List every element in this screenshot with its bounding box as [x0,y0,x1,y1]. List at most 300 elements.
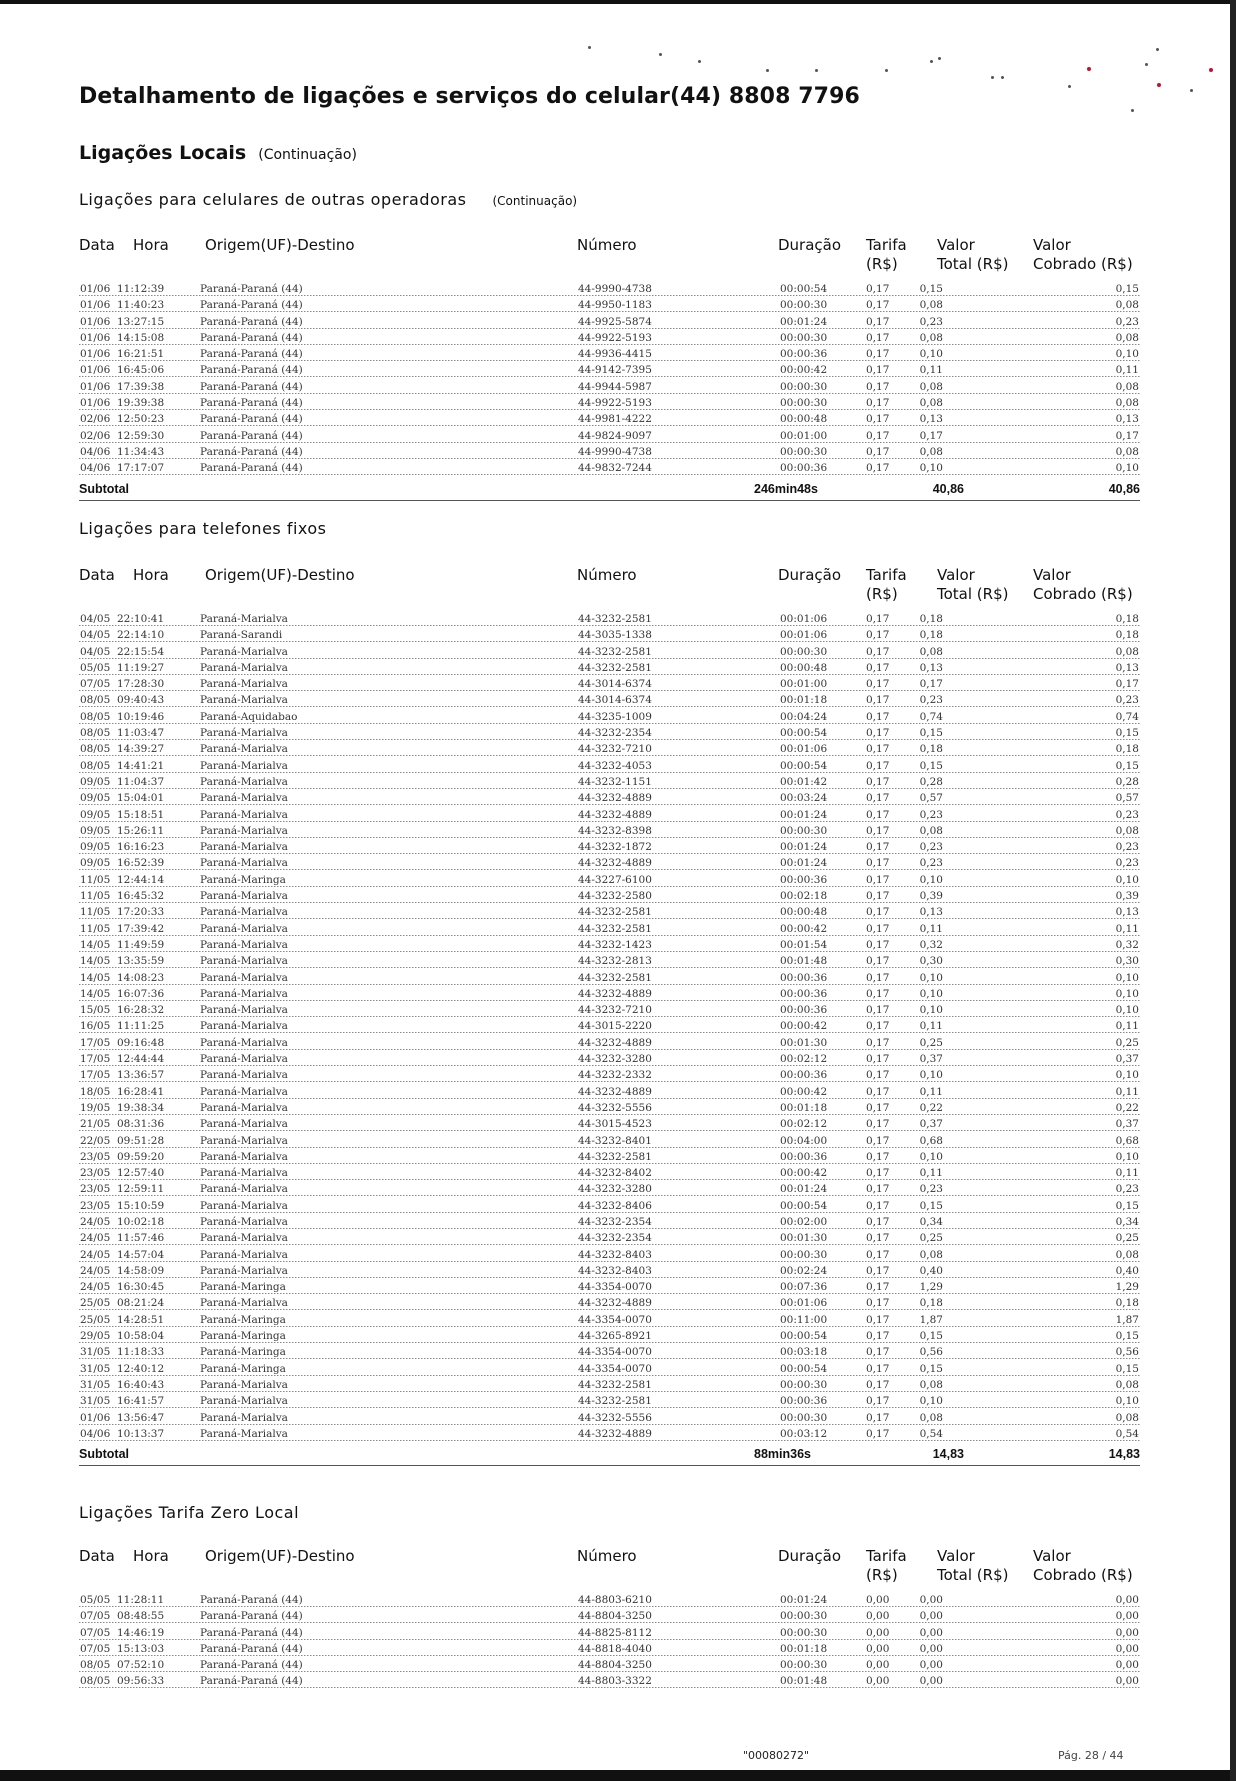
cell-hora: 12:40:12 [117,1362,165,1375]
cell-numero: 44-9990-4738 [578,283,652,295]
cell-hora: 09:51:28 [117,1134,165,1147]
cell-tarifa: 0,00 [866,1610,890,1623]
table-row [79,1182,1140,1198]
subtotal-row [79,478,1140,501]
subsection-title: Ligações para telefones fixos [79,519,327,538]
cell-duracao: 00:00:54 [780,283,828,295]
table-row [79,1345,1140,1361]
cell-valor-total: 0,08 [919,397,943,410]
cell-valor-total: 0,13 [919,413,943,426]
cell-tarifa: 0,17 [866,1036,890,1049]
cell-numero: 44-3354-0070 [578,1362,652,1375]
cell-numero: 44-3354-0070 [578,1313,652,1326]
cell-origem: Paraná-Marialva [200,1053,288,1066]
cell-hora: 12:44:44 [117,1053,165,1066]
cell-valor-total: 0,08 [919,331,943,344]
col-header-valor-cobrado-line1: Valor [1033,236,1071,254]
table-row [79,1674,1140,1690]
cell-valor-cobrado: 0,18 [1115,613,1139,625]
col-header-numero: Número [577,566,637,584]
cell-valor-cobrado: 0,39 [1115,890,1139,903]
cell-origem: Paraná-Marialva [200,678,288,691]
table-row [79,429,1140,445]
page-number: Pág. 28 / 44 [1058,1749,1124,1762]
cell-data: 31/05 [80,1378,111,1391]
table-row [79,1329,1140,1345]
document-code: "00080272" [743,1749,810,1762]
table-row [79,1052,1140,1068]
cell-duracao: 00:00:30 [780,1610,828,1623]
cell-tarifa: 0,17 [866,445,890,458]
cell-duracao: 00:04:24 [780,710,828,723]
cell-numero: 44-3232-2581 [578,1150,652,1163]
table-row [79,856,1140,872]
cell-duracao: 00:01:48 [780,955,828,968]
cell-hora: 14:28:51 [117,1313,165,1326]
cell-origem: Paraná-Marialva [200,1101,288,1114]
cell-numero: 44-3232-4889 [578,792,652,805]
col-header-tarifa-line1: Tarifa [866,236,907,254]
cell-tarifa: 0,17 [866,987,890,1000]
cell-valor-cobrado: 0,25 [1115,1232,1139,1245]
col-header-valor-cobrado-line1: Valor [1033,1547,1071,1565]
cell-valor-cobrado: 0,08 [1115,445,1139,458]
cell-origem: Paraná-Paraná (44) [200,315,303,328]
cell-valor-total: 0,18 [919,1297,943,1310]
cell-origem: Paraná-Paraná (44) [200,348,303,361]
cell-numero: 44-8803-3322 [578,1675,652,1688]
cell-valor-total: 0,34 [919,1215,943,1228]
cell-origem: Paraná-Marialva [200,890,288,903]
cell-valor-total: 0,15 [919,1199,943,1212]
cell-numero: 44-3232-4053 [578,759,652,772]
cell-tarifa: 0,17 [866,1101,890,1114]
cell-origem: Paraná-Marialva [200,1215,288,1228]
cell-tarifa: 0,17 [866,1362,890,1375]
cell-valor-cobrado: 0,11 [1115,1020,1139,1033]
cell-hora: 08:48:55 [117,1610,165,1623]
cell-data: 24/05 [80,1232,111,1245]
cell-valor-total: 0,17 [919,429,943,442]
section-continuation: (Continuação) [258,147,357,163]
cell-duracao: 00:01:06 [780,743,828,756]
subtotal-valor-total: 14,83 [932,1447,964,1462]
cell-data: 17/05 [80,1036,111,1049]
table-row [79,1264,1140,1280]
cell-tarifa: 0,17 [866,331,890,344]
cell-tarifa: 0,17 [866,462,890,475]
cell-data: 07/05 [80,678,111,691]
cell-hora: 15:04:01 [117,792,165,805]
cell-valor-total: 0,15 [919,1330,943,1343]
cell-valor-cobrado: 0,10 [1115,462,1139,475]
cell-hora: 16:52:39 [117,857,165,870]
cell-valor-cobrado: 0,13 [1115,413,1139,426]
cell-data: 08/05 [80,694,111,707]
cell-duracao: 00:01:00 [780,678,828,691]
subsection-title: Ligações Tarifa Zero Local [79,1503,300,1522]
cell-tarifa: 0,00 [866,1594,890,1606]
table-row [79,840,1140,856]
cell-valor-total: 0,11 [919,922,943,935]
cell-origem: Paraná-Paraná (44) [200,1642,303,1655]
cell-numero: 44-3232-2354 [578,727,652,740]
cell-data: 04/05 [80,629,111,642]
table-row [79,396,1140,412]
cell-valor-total: 0,57 [919,792,943,805]
cell-numero: 44-9922-5193 [578,397,652,410]
table-row [79,971,1140,987]
cell-duracao: 00:00:42 [780,364,828,377]
table-telefones-fixos [79,566,1140,1466]
table-row [79,759,1140,775]
table-header [79,566,1140,612]
cell-valor-total: 0,08 [919,1411,943,1424]
cell-valor-cobrado: 0,30 [1115,955,1139,968]
cell-hora: 22:14:10 [117,629,165,642]
cell-origem: Paraná-Marialva [200,955,288,968]
cell-valor-total: 0,22 [919,1101,943,1114]
cell-valor-cobrado: 0,11 [1115,922,1139,935]
cell-valor-total: 0,08 [919,380,943,393]
cell-data: 01/06 [80,315,111,328]
cell-hora: 19:39:38 [117,397,165,410]
cell-numero: 44-9925-5874 [578,315,652,328]
table-row [79,1134,1140,1150]
cell-numero: 44-3232-2581 [578,1395,652,1408]
cell-numero: 44-3232-5556 [578,1101,652,1114]
cell-tarifa: 0,00 [866,1659,890,1672]
cell-data: 24/05 [80,1215,111,1228]
cell-duracao: 00:00:54 [780,1199,828,1212]
cell-tarifa: 0,17 [866,678,890,691]
cell-tarifa: 0,17 [866,938,890,951]
col-header-data: Data [79,1547,115,1565]
cell-origem: Paraná-Marialva [200,1118,288,1131]
cell-valor-total: 0,00 [919,1675,943,1688]
cell-valor-cobrado: 0,00 [1115,1626,1139,1639]
cell-origem: Paraná-Maringa [200,1362,286,1375]
cell-hora: 17:28:30 [117,678,165,691]
subsection-continuation: (Continuação) [492,194,578,208]
cell-hora: 13:56:47 [117,1411,165,1424]
cell-origem: Paraná-Maringa [200,1346,286,1359]
cell-valor-cobrado: 0,08 [1115,824,1139,837]
cell-hora: 11:04:37 [117,775,165,788]
col-header-valor-cobrado [1033,1547,1133,1585]
cell-duracao: 00:00:36 [780,462,828,475]
col-header-duracao: Duração [778,1547,842,1565]
cell-numero: 44-3232-2813 [578,955,652,968]
subtotal-duracao: 246min48s [754,481,818,496]
cell-duracao: 00:00:36 [780,1004,828,1017]
cell-origem: Paraná-Paraná (44) [200,1626,303,1639]
cell-duracao: 00:00:48 [780,906,828,919]
col-header-hora: Hora [133,236,169,254]
cell-numero: 44-3232-4889 [578,1085,652,1098]
cell-duracao: 00:03:18 [780,1346,828,1359]
cell-duracao: 00:01:18 [780,1642,828,1655]
cell-data: 23/05 [80,1167,111,1180]
cell-valor-total: 0,00 [919,1626,943,1639]
cell-hora: 16:16:23 [117,841,165,854]
cell-valor-cobrado: 0,25 [1115,1036,1139,1049]
cell-tarifa: 0,00 [866,1626,890,1639]
cell-data: 09/05 [80,824,111,837]
table-row [79,461,1140,477]
cell-valor-total: 0,54 [919,1427,943,1440]
cell-origem: Paraná-Maringa [200,873,286,886]
cell-valor-total: 0,37 [919,1118,943,1131]
cell-origem: Paraná-Marialva [200,987,288,1000]
table-row [79,1296,1140,1312]
table-row [79,1215,1140,1231]
col-header-data: Data [79,566,115,584]
cell-valor-total: 0,13 [919,661,943,674]
cell-tarifa: 0,17 [866,857,890,870]
cell-numero: 44-3232-2354 [578,1232,652,1245]
cell-valor-cobrado: 0,10 [1115,1150,1139,1163]
cell-numero: 44-3232-4889 [578,1297,652,1310]
cell-numero: 44-3232-2581 [578,906,652,919]
subsection-heading-tarifa-zero-local [79,1503,299,1522]
cell-duracao: 00:00:36 [780,971,828,984]
cell-origem: Paraná-Marialva [200,613,288,625]
cell-valor-total: 0,25 [919,1232,943,1245]
cell-numero: 44-3232-2580 [578,890,652,903]
cell-data: 04/06 [80,462,111,475]
cell-valor-cobrado: 0,13 [1115,906,1139,919]
cell-duracao: 00:00:54 [780,759,828,772]
cell-tarifa: 0,17 [866,315,890,328]
cell-data: 31/05 [80,1346,111,1359]
cell-data: 24/05 [80,1248,111,1261]
col-header-valor-total-line1: Valor [937,236,975,254]
cell-duracao: 00:01:06 [780,1297,828,1310]
cell-tarifa: 0,17 [866,283,890,295]
cell-valor-total: 0,40 [919,1264,943,1277]
cell-origem: Paraná-Marialva [200,1232,288,1245]
cell-duracao: 00:01:30 [780,1036,828,1049]
cell-data: 25/05 [80,1297,111,1310]
cell-valor-total: 0,74 [919,710,943,723]
cell-valor-cobrado: 0,08 [1115,380,1139,393]
cell-numero: 44-3232-5556 [578,1411,652,1424]
subtotal-valor-total: 40,86 [932,481,964,496]
cell-numero: 44-3232-7210 [578,1004,652,1017]
cell-tarifa: 0,17 [866,743,890,756]
cell-numero: 44-9950-1183 [578,299,652,312]
cell-origem: Paraná-Paraná (44) [200,1610,303,1623]
table-rows [79,1593,1140,1691]
table-row [79,1362,1140,1378]
cell-hora: 14:15:08 [117,331,165,344]
table-row [79,412,1140,428]
cell-hora: 16:45:06 [117,364,165,377]
table-row [79,824,1140,840]
subtotal-duracao: 88min36s [754,1447,811,1462]
cell-hora: 12:57:40 [117,1167,165,1180]
cell-duracao: 00:02:18 [780,890,828,903]
col-header-valor-cobrado [1033,566,1133,604]
cell-numero: 44-3232-3280 [578,1053,652,1066]
cell-tarifa: 0,17 [866,397,890,410]
cell-origem: Paraná-Marialva [200,808,288,821]
table-row [79,922,1140,938]
table-row [79,938,1140,954]
cell-tarifa: 0,17 [866,1395,890,1408]
cell-hora: 09:56:33 [117,1675,165,1688]
cell-hora: 16:21:51 [117,348,165,361]
cell-origem: Paraná-Marialva [200,922,288,935]
subtotal-valor-cobrado: 14,83 [1108,1447,1140,1462]
cell-tarifa: 0,17 [866,1248,890,1261]
cell-origem: Paraná-Marialva [200,727,288,740]
cell-tarifa: 0,17 [866,1264,890,1277]
cell-valor-total: 0,23 [919,808,943,821]
cell-tarifa: 0,17 [866,380,890,393]
cell-tarifa: 0,17 [866,1313,890,1326]
cell-origem: Paraná-Paraná (44) [200,364,303,377]
col-header-valor-total [937,566,1008,604]
cell-duracao: 00:00:36 [780,873,828,886]
cell-valor-cobrado: 0,15 [1115,283,1139,295]
cell-valor-total: 0,23 [919,315,943,328]
cell-tarifa: 0,17 [866,1297,890,1310]
cell-tarifa: 0,17 [866,792,890,805]
cell-tarifa: 0,17 [866,1215,890,1228]
cell-valor-total: 0,15 [919,1362,943,1375]
cell-duracao: 00:00:36 [780,1395,828,1408]
cell-valor-cobrado: 0,23 [1115,1183,1139,1196]
cell-origem: Paraná-Marialva [200,1004,288,1017]
cell-numero: 44-3227-6100 [578,873,652,886]
cell-hora: 09:40:43 [117,694,165,707]
cell-origem: Paraná-Paraná (44) [200,462,303,475]
col-header-tarifa [866,236,907,274]
cell-numero: 44-9832-7244 [578,462,652,475]
cell-valor-cobrado: 1,87 [1115,1313,1139,1326]
cell-valor-cobrado: 0,08 [1115,1378,1139,1391]
cell-duracao: 00:00:30 [780,445,828,458]
col-header-hora: Hora [133,566,169,584]
cell-data: 14/05 [80,971,111,984]
cell-data: 17/05 [80,1069,111,1082]
cell-hora: 11:12:39 [117,283,165,295]
cell-origem: Paraná-Maringa [200,1313,286,1326]
cell-tarifa: 0,17 [866,413,890,426]
cell-numero: 44-3232-4889 [578,1427,652,1440]
cell-valor-total: 0,00 [919,1642,943,1655]
table-rows [79,282,1140,478]
cell-duracao: 00:01:18 [780,1101,828,1114]
col-header-numero: Número [577,1547,637,1565]
cell-data: 01/06 [80,299,111,312]
cell-data: 02/06 [80,413,111,426]
cell-valor-total: 0,15 [919,283,943,295]
cell-valor-cobrado: 0,15 [1115,1199,1139,1212]
cell-duracao: 00:00:30 [780,824,828,837]
cell-valor-cobrado: 0,15 [1115,727,1139,740]
cell-valor-cobrado: 0,54 [1115,1427,1139,1440]
cell-duracao: 00:00:54 [780,1362,828,1375]
cell-origem: Paraná-Marialva [200,841,288,854]
cell-data: 19/05 [80,1101,111,1114]
cell-tarifa: 0,17 [866,955,890,968]
cell-valor-total: 0,23 [919,1183,943,1196]
cell-tarifa: 0,17 [866,661,890,674]
cell-valor-cobrado: 0,74 [1115,710,1139,723]
table-row [79,808,1140,824]
cell-data: 01/06 [80,397,111,410]
cell-tarifa: 0,17 [866,429,890,442]
cell-hora: 16:45:32 [117,890,165,903]
cell-valor-total: 0,11 [919,1020,943,1033]
cell-hora: 10:13:37 [117,1427,165,1440]
col-header-duracao: Duração [778,236,842,254]
cell-hora: 14:41:21 [117,759,165,772]
cell-hora: 12:59:30 [117,429,165,442]
cell-valor-total: 0,08 [919,824,943,837]
cell-hora: 10:02:18 [117,1215,165,1228]
cell-tarifa: 0,17 [866,364,890,377]
cell-duracao: 00:01:06 [780,629,828,642]
cell-hora: 19:38:34 [117,1101,165,1114]
cell-tarifa: 0,17 [866,759,890,772]
cell-tarifa: 0,17 [866,1378,890,1391]
cell-duracao: 00:01:42 [780,775,828,788]
cell-data: 08/05 [80,710,111,723]
cell-valor-cobrado: 0,08 [1115,299,1139,312]
cell-tarifa: 0,17 [866,1134,890,1147]
cell-valor-cobrado: 0,11 [1115,364,1139,377]
cell-valor-total: 0,13 [919,906,943,919]
cell-tarifa: 0,17 [866,824,890,837]
cell-valor-total: 1,87 [919,1313,943,1326]
table-row [79,298,1140,314]
cell-numero: 44-3354-0070 [578,1281,652,1294]
table-row [79,742,1140,758]
cell-numero: 44-9990-4738 [578,445,652,458]
cell-numero: 44-3232-7210 [578,743,652,756]
cell-duracao: 00:00:36 [780,987,828,1000]
cell-valor-cobrado: 0,11 [1115,1085,1139,1098]
cell-numero: 44-9944-5987 [578,380,652,393]
table-row [79,775,1140,791]
cell-tarifa: 0,17 [866,775,890,788]
table-row [79,1166,1140,1182]
cell-numero: 44-3232-8403 [578,1264,652,1277]
cell-origem: Paraná-Paraná (44) [200,413,303,426]
cell-data: 08/05 [80,727,111,740]
cell-numero: 44-3232-8401 [578,1134,652,1147]
cell-duracao: 00:11:00 [780,1313,828,1326]
cell-numero: 44-3232-8402 [578,1167,652,1180]
cell-origem: Paraná-Marialva [200,857,288,870]
cell-valor-total: 0,10 [919,462,943,475]
cell-data: 31/05 [80,1395,111,1408]
cell-hora: 16:07:36 [117,987,165,1000]
cell-hora: 13:35:59 [117,955,165,968]
cell-data: 18/05 [80,1085,111,1098]
cell-duracao: 00:00:30 [780,1411,828,1424]
cell-valor-cobrado: 0,00 [1115,1594,1139,1606]
cell-duracao: 00:00:42 [780,1085,828,1098]
table-row [79,1626,1140,1642]
col-header-duracao: Duração [778,566,842,584]
table-row [79,1394,1140,1410]
cell-numero: 44-3015-2220 [578,1020,652,1033]
